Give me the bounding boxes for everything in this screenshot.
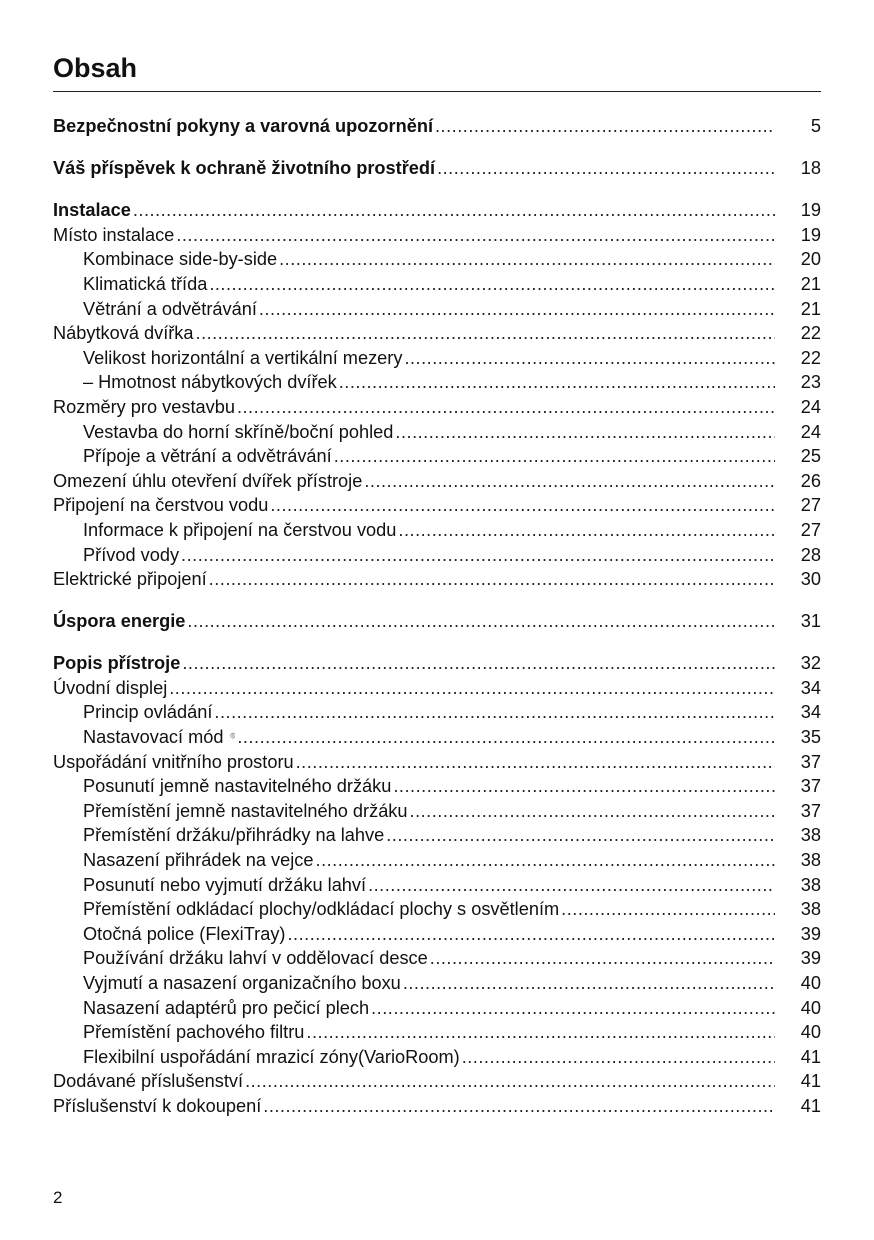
toc-entry-page: 25 <box>800 446 821 467</box>
toc-entry-page: 41 <box>800 1046 821 1067</box>
dot-leader <box>263 1094 775 1119</box>
toc-entry-page: 40 <box>800 1022 821 1043</box>
settings-gear-icon <box>230 728 236 743</box>
dot-leader <box>176 223 775 248</box>
toc-entry-label: Používání držáku lahví v oddělovací desce <box>83 948 428 969</box>
toc-entry-label: Informace k připojení na čerstvou vodu <box>83 519 397 540</box>
toc-entry[interactable] <box>53 247 821 272</box>
toc-entry-page: 27 <box>800 519 821 540</box>
toc-entry-page: 26 <box>800 470 821 491</box>
toc-entry-label: Elektrické připojení <box>53 569 207 590</box>
dot-leader <box>398 518 775 543</box>
toc-entry-page: 37 <box>800 776 821 797</box>
toc-entry[interactable] <box>53 1020 821 1045</box>
toc-entry-page: 38 <box>800 850 821 871</box>
toc-entry[interactable] <box>53 198 821 223</box>
dot-leader <box>371 996 775 1021</box>
toc-entry[interactable] <box>53 873 821 898</box>
dot-leader <box>181 543 775 568</box>
toc-entry-page: 34 <box>800 677 821 698</box>
toc-entry[interactable] <box>53 971 821 996</box>
toc-entry[interactable] <box>53 799 821 824</box>
toc-entry[interactable] <box>53 774 821 799</box>
toc-entry[interactable] <box>53 444 821 469</box>
toc-entry-page: 40 <box>800 973 821 993</box>
dot-leader <box>561 897 775 922</box>
dot-leader <box>209 272 775 297</box>
dot-leader <box>287 922 775 947</box>
toc-entry-label: Místo instalace <box>53 224 175 245</box>
toc-entry[interactable] <box>53 1045 821 1070</box>
toc-entry-page: 24 <box>800 396 821 417</box>
toc-entry-label: Flexibilní uspořádání mrazicí zóny(VarioRoom) <box>83 1046 460 1067</box>
toc-entry-page: 34 <box>800 702 821 723</box>
title-divider <box>53 91 821 92</box>
toc-entry-page: 39 <box>800 923 821 944</box>
dot-leader <box>270 493 775 518</box>
dot-leader <box>296 750 775 775</box>
toc-entry-label: Přemístění pachového filtru <box>83 1022 305 1043</box>
toc-entry-label: Přívod vody <box>83 544 180 565</box>
dot-leader <box>368 873 775 898</box>
toc-entry-page: 40 <box>800 997 821 1018</box>
dot-leader <box>334 444 775 469</box>
dot-leader <box>435 114 775 139</box>
toc-entry-label: Princip ovládání <box>83 702 213 723</box>
toc-entry[interactable] <box>53 370 821 395</box>
toc-entry-page: 41 <box>800 1095 821 1116</box>
toc-entry[interactable] <box>53 346 821 371</box>
toc-entry-page: 39 <box>800 948 821 969</box>
dot-leader <box>196 321 775 346</box>
toc-entry-page: 31 <box>800 611 821 632</box>
toc-entry-page: 22 <box>800 347 821 368</box>
dot-leader <box>214 700 775 725</box>
toc-entry-page: 37 <box>800 751 821 772</box>
dot-leader <box>403 971 775 996</box>
toc-entry-label: Instalace <box>53 200 131 221</box>
toc-entry[interactable] <box>53 272 821 297</box>
toc-entry-label: Větrání a odvětrávání <box>83 298 257 319</box>
toc-entry-label: Uspořádání vnitřního prostoru <box>53 751 294 772</box>
page-title: Obsah <box>53 53 138 83</box>
toc-entry[interactable] <box>53 1069 821 1094</box>
page-number: 2 <box>53 1188 63 1207</box>
dot-leader <box>169 676 775 701</box>
toc-entry-page: 20 <box>800 249 821 270</box>
toc-entry-label: Dodávané příslušenství <box>53 1071 244 1092</box>
toc-entry-label: Příslušenství k dokoupení <box>53 1095 262 1116</box>
dot-leader <box>316 848 775 873</box>
dot-leader <box>182 651 775 676</box>
toc-entry[interactable] <box>53 420 821 445</box>
toc-entry-page: 37 <box>800 800 821 821</box>
toc-entry[interactable] <box>53 609 821 634</box>
dot-leader <box>462 1045 775 1070</box>
toc-entry-label: Připojení na čerstvou vodu <box>53 495 269 516</box>
toc-entry-page: 38 <box>800 899 821 920</box>
toc-entry-label: Nasazení přihrádek na vejce <box>83 850 314 871</box>
dot-leader <box>187 609 775 634</box>
toc-entry[interactable] <box>53 848 821 873</box>
dot-leader <box>386 823 775 848</box>
dot-leader <box>339 370 775 395</box>
dot-leader <box>237 395 775 420</box>
toc-entry-label: Kombinace side-by-side <box>83 249 278 270</box>
dot-leader <box>259 297 775 322</box>
toc-entry-page: 41 <box>800 1071 821 1092</box>
dot-leader <box>404 346 775 371</box>
toc-entry[interactable] <box>53 469 821 494</box>
dot-leader <box>133 198 775 223</box>
toc-entry-label: Nábytková dvířka <box>53 323 194 344</box>
toc-entry-page: 30 <box>800 569 821 590</box>
toc-entry-page: 19 <box>800 200 821 221</box>
toc-entry-label: Posunutí jemně nastavitelného držáku <box>83 776 392 797</box>
toc-entry[interactable] <box>53 156 821 181</box>
toc-entry[interactable] <box>53 750 821 775</box>
toc-entry-label: Přípoje a větrání a odvětrávání <box>83 446 332 467</box>
toc-entry-label: Vestavba do horní skříně/boční pohled <box>83 421 394 442</box>
toc-entry-label: – Hmotnost nábytkových dvířek <box>83 372 337 393</box>
toc-entry-label: Klimatická třída <box>83 273 208 294</box>
toc-entry-page: 38 <box>800 825 821 846</box>
toc-entry[interactable] <box>53 543 821 568</box>
toc-entry-label: Velikost horizontální a vertikální mezery <box>83 347 403 368</box>
toc-entry-label: Nastavovací mód <box>83 727 224 748</box>
toc-entry-label: Přemístění držáku/přihrádky na lahve <box>83 825 385 846</box>
toc-entry[interactable] <box>53 567 821 592</box>
toc-entry-label: Omezení úhlu otevření dvířek přístroje <box>53 470 363 491</box>
toc-entry-page: 21 <box>800 298 821 319</box>
dot-leader <box>437 156 775 181</box>
toc-entry-page: 19 <box>800 224 821 245</box>
dot-leader <box>279 247 775 272</box>
toc-entry[interactable] <box>53 321 821 346</box>
toc-entry-label: Přemístění jemně nastavitelného držáku <box>83 800 408 821</box>
toc-entry-label: Úvodní displej <box>53 677 168 698</box>
toc-entry-label: Posunutí nebo vyjmutí držáku lahví <box>83 874 367 895</box>
toc-entry-page: 32 <box>800 653 821 674</box>
toc-entry[interactable] <box>53 725 821 750</box>
toc-entry-page: 22 <box>800 323 821 344</box>
toc-entry[interactable] <box>53 922 821 947</box>
toc-entry[interactable] <box>53 897 821 922</box>
toc-entry[interactable] <box>53 223 821 248</box>
toc-entry-label: Vyjmutí a nasazení organizačního boxu <box>83 973 401 993</box>
toc-entry-page: 28 <box>800 544 821 565</box>
toc-entry-page: 24 <box>800 421 821 442</box>
toc-entry-label: Otočná police (FlexiTray) <box>83 923 286 944</box>
toc-entry[interactable] <box>53 823 821 848</box>
toc-entry-label: Popis přístroje <box>53 653 181 674</box>
toc-entry[interactable] <box>53 946 821 971</box>
toc-entry[interactable] <box>53 996 821 1021</box>
toc-entry-label: Váš příspěvek k ochraně životního prostředí <box>53 158 436 179</box>
toc-entry-page: 27 <box>800 495 821 516</box>
toc-entry-page: 21 <box>800 273 821 294</box>
toc-entry-page: 38 <box>800 874 821 895</box>
toc-entry[interactable] <box>53 700 821 725</box>
toc-entry[interactable] <box>53 297 821 322</box>
dot-leader <box>364 469 775 494</box>
dot-leader <box>245 1069 775 1094</box>
toc-entry-label: Přemístění odkládací plochy/odkládací plochy s osvětlením <box>83 899 560 920</box>
toc-entry[interactable] <box>53 518 821 543</box>
dot-leader <box>395 420 775 445</box>
dot-leader <box>393 774 775 799</box>
dot-leader <box>306 1020 775 1045</box>
toc-entry[interactable] <box>53 676 821 701</box>
toc-entry-page: 18 <box>800 158 821 179</box>
toc-entry-label: Rozměry pro vestavbu <box>53 396 235 417</box>
toc-entry-page: 23 <box>800 372 821 393</box>
toc-entry-page: 35 <box>800 727 821 748</box>
toc-entry-page: 5 <box>810 116 821 136</box>
toc-entry[interactable] <box>53 493 821 518</box>
dot-leader <box>430 946 775 971</box>
toc-entry[interactable] <box>53 651 821 676</box>
dot-leader <box>410 799 775 824</box>
toc-entry-label: Úspora energie <box>53 611 186 632</box>
toc-entry[interactable] <box>53 114 821 139</box>
table-of-contents <box>53 114 821 1119</box>
toc-entry[interactable] <box>53 395 821 420</box>
toc-entry-label: Nasazení adaptérů pro pečicí plech <box>83 997 370 1018</box>
dot-leader <box>237 725 775 750</box>
toc-entry[interactable] <box>53 1094 821 1119</box>
dot-leader <box>209 567 775 592</box>
toc-entry-label: Bezpečnostní pokyny a varovná upozornění <box>53 116 433 136</box>
